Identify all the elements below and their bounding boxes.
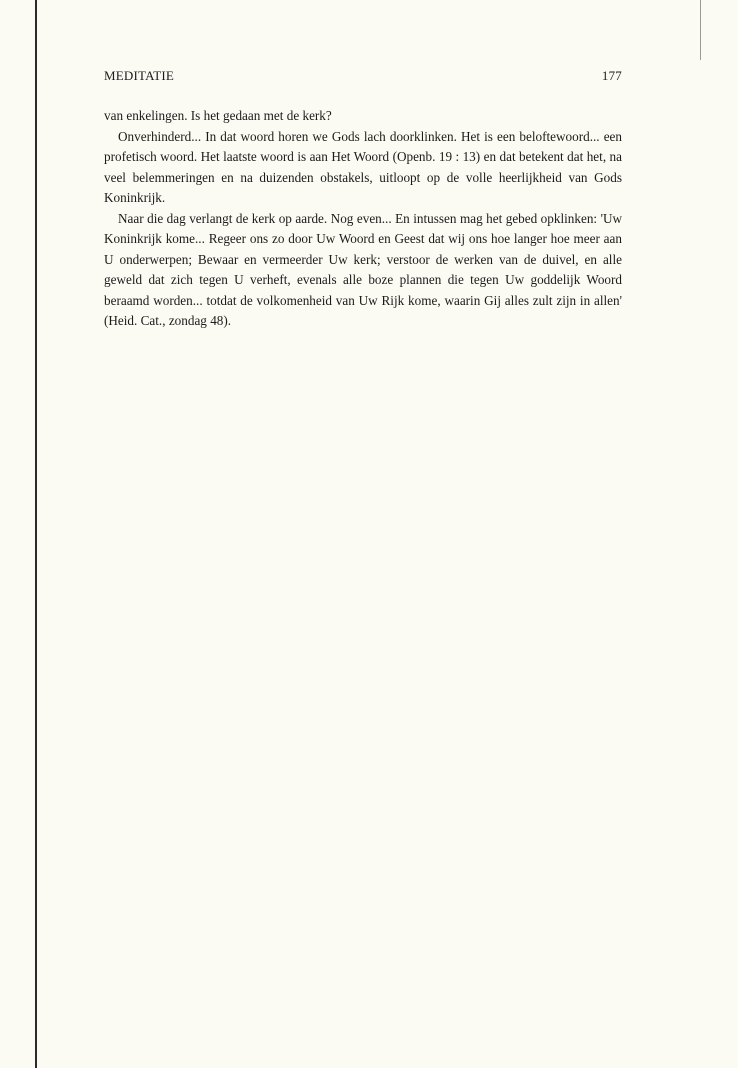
paragraph-onverhinderd: Onverhinderd... In dat woord horen we Gods lach doorklinken. Het is een beloftewoord... een profetisch woord. Het laatste woord is aan Het Woord (Openb. 19 : 13) en dat betekent dat het, na veel belemmeringen en na duizenden obstakels, uitloopt op de volle heerlijkheid van Gods Koninkrijk. <box>104 128 622 205</box>
scan-edge-left <box>35 0 37 1068</box>
paragraph-naar-die-dag: Naar die dag verlangt de kerk op aarde. Nog even... En intussen mag het gebed opklinken: 'Uw Koninkrijk kome... Regeer ons zo door Uw Woord en Geest dat wij ons hoe langer hoe meer aan U onderwerpen; Bewaar en vermeerder Uw kerk; verstoor de werken van de duivel, en alle geweld dat zich tegen U verheft, evenals alle boze plannen die tegen Uw goddelijk Woord beraamd worden... totdat de volkomenheid van Uw Rijk kome, waarin Gij alles zult zijn in allen' (Heid. Cat., zondag 48). <box>104 210 622 328</box>
page-number: 177 <box>601 68 622 83</box>
body-text <box>104 106 622 332</box>
scan-edge-right <box>700 0 701 60</box>
running-head: MEDITATIE <box>104 68 175 83</box>
paragraph-continuation: van enkelingen. Is het gedaan met de kerk? <box>104 108 332 123</box>
